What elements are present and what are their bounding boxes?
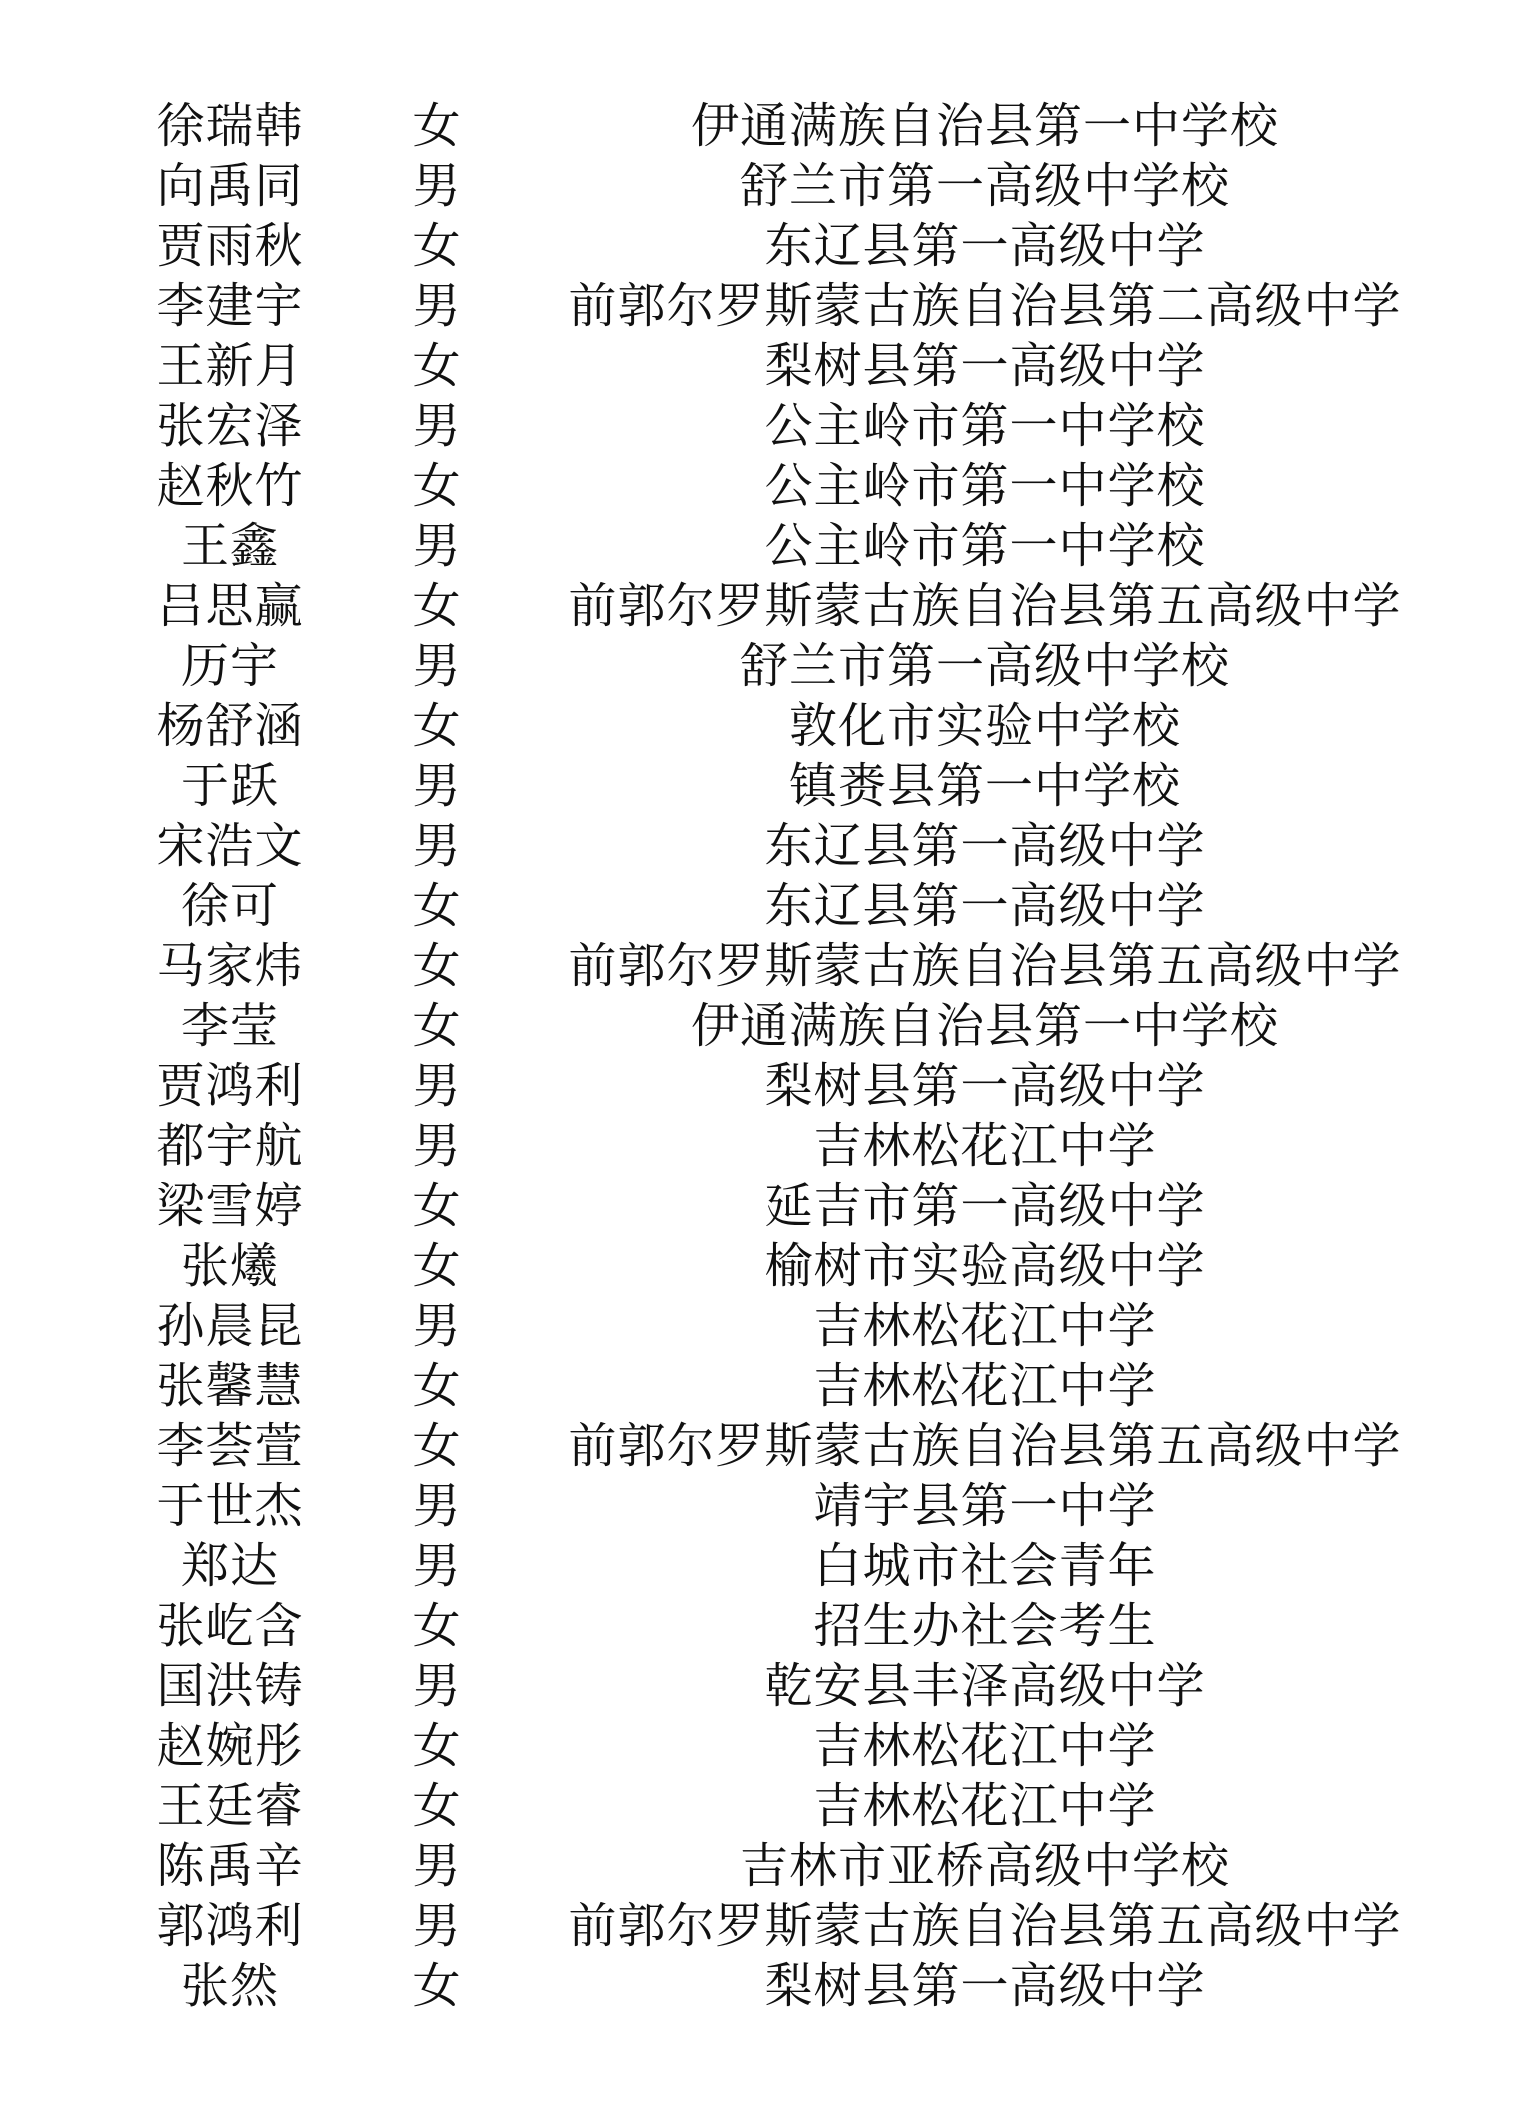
list-item [0,1836,1522,1896]
student-gender: 女 [412,1958,462,2014]
student-school: 前郭尔罗斯蒙古族自治县第五高级中学 [568,938,1402,994]
student-school: 梨树县第一高级中学 [764,338,1206,394]
list-item [0,516,1522,576]
list-item [0,1416,1522,1476]
student-school: 吉林松花江中学 [813,1118,1157,1174]
student-gender: 男 [412,638,462,694]
student-name: 贾雨秋 [156,218,304,274]
student-name: 王廷睿 [156,1778,304,1834]
list-item [0,1116,1522,1176]
student-gender: 女 [412,878,462,934]
list-item [0,156,1522,216]
student-school: 公主岭市第一中学校 [764,398,1206,454]
student-gender: 女 [412,1598,462,1654]
student-name: 王新月 [156,338,304,394]
student-gender: 女 [412,578,462,634]
student-name: 徐可 [180,878,279,934]
student-name: 杨舒涵 [156,698,304,754]
student-name: 陈禹辛 [156,1838,304,1894]
student-school: 吉林松花江中学 [813,1298,1157,1354]
student-school: 吉林市亚桥高级中学校 [739,1838,1230,1894]
student-name: 张爔 [180,1238,279,1294]
student-name: 郭鸿利 [156,1898,304,1954]
student-name: 李建宇 [156,278,304,334]
student-school: 延吉市第一高级中学 [764,1178,1206,1234]
student-gender: 男 [412,758,462,814]
student-gender: 男 [412,518,462,574]
student-name: 赵秋竹 [156,458,304,514]
student-name: 赵婉彤 [156,1718,304,1774]
student-name: 吕思赢 [156,578,304,634]
student-gender: 女 [412,218,462,274]
student-name: 马家炜 [156,938,304,994]
student-school: 公主岭市第一中学校 [764,458,1206,514]
list-item [0,576,1522,636]
list-item [0,1656,1522,1716]
student-gender: 女 [412,1238,462,1294]
student-name: 李荟萱 [156,1418,304,1474]
list-item [0,1896,1522,1956]
student-name: 孙晨昆 [156,1298,304,1354]
student-gender: 女 [412,1178,462,1234]
student-name: 宋浩文 [156,818,304,874]
student-name: 都宇航 [156,1118,304,1174]
student-name: 郑达 [180,1538,279,1594]
student-gender: 男 [412,158,462,214]
list-item [0,936,1522,996]
student-gender: 女 [412,338,462,394]
student-gender: 女 [412,1718,462,1774]
student-school: 前郭尔罗斯蒙古族自治县第五高级中学 [568,578,1402,634]
student-school: 吉林松花江中学 [813,1778,1157,1834]
student-gender: 女 [412,458,462,514]
list-item [0,276,1522,336]
student-school: 公主岭市第一中学校 [764,518,1206,574]
list-item [0,1356,1522,1416]
student-list [0,96,1522,2016]
student-gender: 男 [412,1118,462,1174]
student-name: 于世杰 [156,1478,304,1534]
list-item [0,1956,1522,2016]
list-item [0,216,1522,276]
student-school: 榆树市实验高级中学 [764,1238,1206,1294]
student-name: 张宏泽 [156,398,304,454]
student-school: 镇赉县第一中学校 [788,758,1181,814]
list-item [0,1296,1522,1356]
list-item [0,756,1522,816]
list-item [0,816,1522,876]
list-item [0,1476,1522,1536]
student-school: 前郭尔罗斯蒙古族自治县第五高级中学 [568,1898,1402,1954]
student-school: 梨树县第一高级中学 [764,1958,1206,2014]
list-item [0,636,1522,696]
list-item [0,456,1522,516]
student-school: 东辽县第一高级中学 [764,218,1206,274]
student-gender: 男 [412,278,462,334]
student-gender: 男 [412,818,462,874]
student-name: 王鑫 [180,518,279,574]
student-name: 张然 [180,1958,279,2014]
list-item [0,1236,1522,1296]
student-school: 东辽县第一高级中学 [764,878,1206,934]
student-gender: 男 [412,1898,462,1954]
student-name: 国洪铸 [156,1658,304,1714]
student-gender: 女 [412,998,462,1054]
student-gender: 女 [412,938,462,994]
student-school: 前郭尔罗斯蒙古族自治县第五高级中学 [568,1418,1402,1474]
student-name: 于跃 [180,758,279,814]
student-school: 东辽县第一高级中学 [764,818,1206,874]
list-item [0,1596,1522,1656]
student-gender: 女 [412,1418,462,1474]
student-school: 招生办社会考生 [813,1598,1157,1654]
list-item [0,696,1522,756]
student-name: 张馨慧 [156,1358,304,1414]
list-item [0,876,1522,936]
student-school: 乾安县丰泽高级中学 [764,1658,1206,1714]
student-school: 吉林松花江中学 [813,1358,1157,1414]
student-school: 白城市社会青年 [813,1538,1157,1594]
student-gender: 女 [412,1358,462,1414]
list-item [0,336,1522,396]
student-school: 伊通满族自治县第一中学校 [690,998,1279,1054]
list-item [0,1176,1522,1236]
list-item [0,1716,1522,1776]
student-gender: 男 [412,1658,462,1714]
student-school: 舒兰市第一高级中学校 [739,158,1230,214]
student-gender: 女 [412,698,462,754]
student-gender: 女 [412,1778,462,1834]
list-item [0,96,1522,156]
student-gender: 女 [412,98,462,154]
student-name: 李莹 [180,998,279,1054]
student-school: 吉林松花江中学 [813,1718,1157,1774]
student-gender: 男 [412,398,462,454]
student-school: 敦化市实验中学校 [788,698,1181,754]
student-gender: 男 [412,1478,462,1534]
student-name: 历宇 [180,638,279,694]
list-item [0,996,1522,1056]
student-school: 舒兰市第一高级中学校 [739,638,1230,694]
list-item [0,396,1522,456]
student-gender: 男 [412,1538,462,1594]
student-school: 前郭尔罗斯蒙古族自治县第二高级中学 [568,278,1402,334]
list-item [0,1056,1522,1116]
student-school: 靖宇县第一中学 [813,1478,1157,1534]
student-gender: 男 [412,1838,462,1894]
list-item [0,1776,1522,1836]
student-gender: 男 [412,1058,462,1114]
student-name: 张屹含 [156,1598,304,1654]
student-school: 伊通满族自治县第一中学校 [690,98,1279,154]
student-name: 贾鸿利 [156,1058,304,1114]
student-name: 向禹同 [156,158,304,214]
student-name: 梁雪婷 [156,1178,304,1234]
list-item [0,1536,1522,1596]
student-school: 梨树县第一高级中学 [764,1058,1206,1114]
student-name: 徐瑞韩 [156,98,304,154]
student-gender: 男 [412,1298,462,1354]
